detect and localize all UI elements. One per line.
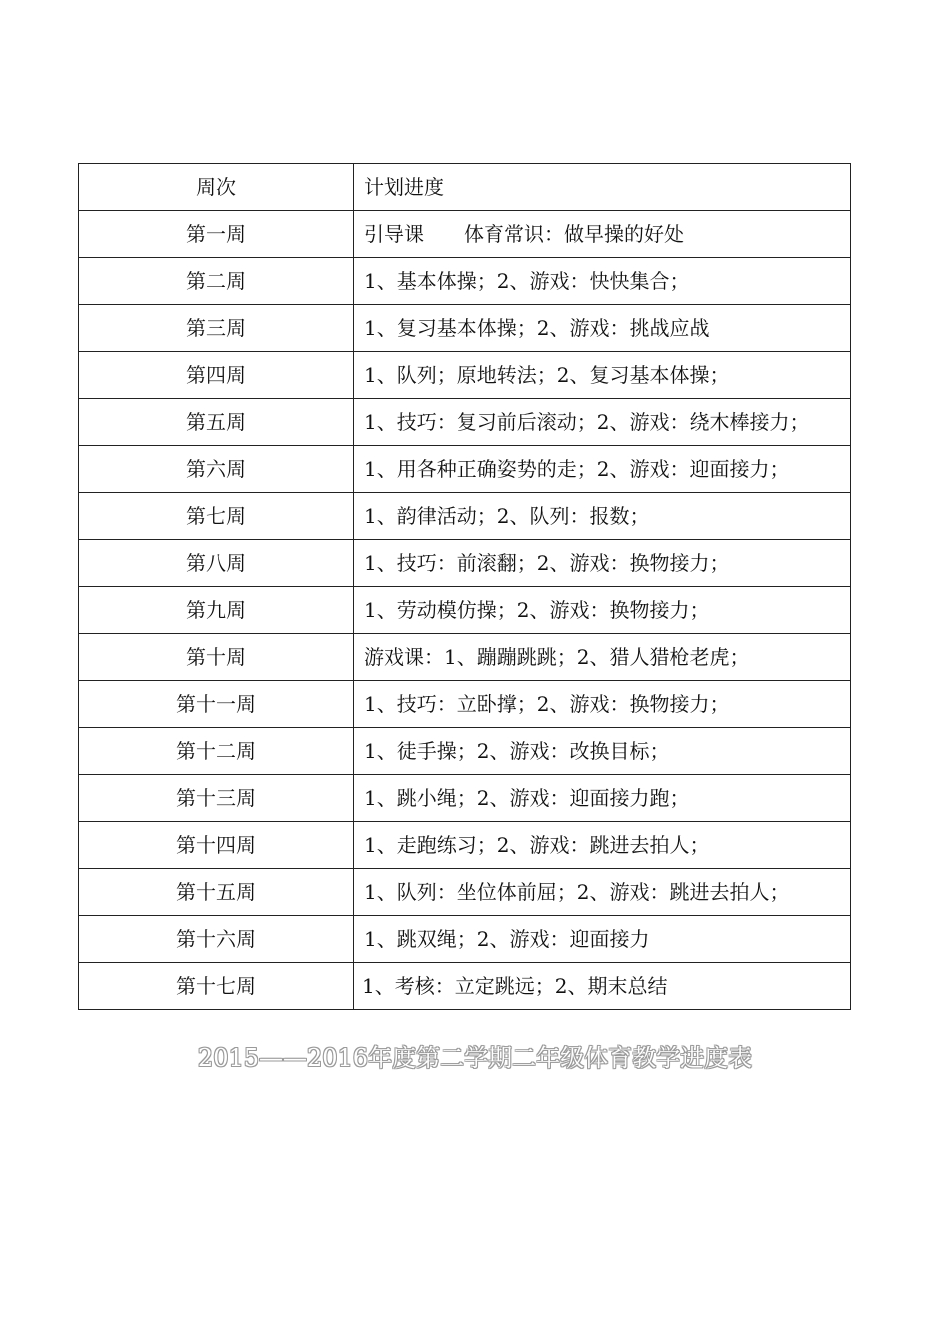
table-header-row — [79, 164, 851, 211]
plan-cell: 1、跳双绳；2、游戏：迎面接力 — [354, 916, 851, 963]
week-cell: 第二周 — [79, 258, 354, 305]
table-row — [79, 540, 851, 587]
table-row — [79, 446, 851, 493]
table-row — [79, 634, 851, 681]
document-caption: 2015——2016年度第二学期二年级体育教学进度表 — [197, 1044, 753, 1072]
week-cell: 第十周 — [79, 634, 354, 681]
week-cell: 第八周 — [79, 540, 354, 587]
table-row — [79, 916, 851, 963]
table-row — [79, 352, 851, 399]
table-row — [79, 305, 851, 352]
week-cell: 第九周 — [79, 587, 354, 634]
table-row — [79, 869, 851, 916]
week-cell: 第四周 — [79, 352, 354, 399]
plan-cell: 1、技巧：复习前后滚动；2、游戏：绕木棒接力； — [354, 399, 851, 446]
plan-cell: 1、复习基本体操；2、游戏：挑战应战 — [354, 305, 851, 352]
week-cell: 第五周 — [79, 399, 354, 446]
plan-cell: 1、队列；原地转法；2、复习基本体操； — [354, 352, 851, 399]
table-row — [79, 681, 851, 728]
plan-cell: 1、跳小绳；2、游戏：迎面接力跑； — [354, 775, 851, 822]
table-row — [79, 728, 851, 775]
week-cell: 第十五周 — [79, 869, 354, 916]
week-cell: 第三周 — [79, 305, 354, 352]
table-row — [79, 587, 851, 634]
week-cell: 第十四周 — [79, 822, 354, 869]
plan-cell: 1、基本体操；2、游戏：快快集合； — [354, 258, 851, 305]
week-cell: 第十二周 — [79, 728, 354, 775]
week-cell: 第十六周 — [79, 916, 354, 963]
week-cell: 第一周 — [79, 211, 354, 258]
plan-cell: 1、用各种正确姿势的走；2、游戏：迎面接力； — [354, 446, 851, 493]
table-row — [79, 211, 851, 258]
week-cell: 第十三周 — [79, 775, 354, 822]
table-row — [79, 963, 851, 1010]
schedule-table — [78, 163, 851, 1010]
plan-cell: 游戏课：1、蹦蹦跳跳；2、猎人猎枪老虎； — [354, 634, 851, 681]
table-row — [79, 258, 851, 305]
table-row — [79, 822, 851, 869]
week-cell: 第七周 — [79, 493, 354, 540]
header-week: 周次 — [79, 164, 354, 211]
week-cell: 第六周 — [79, 446, 354, 493]
plan-cell: 1、徒手操；2、游戏：改换目标； — [354, 728, 851, 775]
table-row — [79, 493, 851, 540]
schedule-table-body — [79, 164, 851, 1010]
plan-cell: 1、韵律活动；2、队列：报数； — [354, 493, 851, 540]
week-cell: 第十一周 — [79, 681, 354, 728]
plan-cell: 1、走跑练习；2、游戏：跳进去拍人； — [354, 822, 851, 869]
plan-cell: 引导课 体育常识：做早操的好处 — [354, 211, 851, 258]
header-plan: 计划进度 — [354, 164, 851, 211]
table-row — [79, 775, 851, 822]
plan-cell: 1、技巧：前滚翻；2、游戏：换物接力； — [354, 540, 851, 587]
plan-cell: 1、技巧：立卧撑；2、游戏：换物接力； — [354, 681, 851, 728]
plan-cell: 1、队列：坐位体前屈；2、游戏：跳进去拍人； — [354, 869, 851, 916]
plan-cell: 1、考核：立定跳远；2、期末总结 — [354, 963, 851, 1010]
table-row — [79, 399, 851, 446]
week-cell: 第十七周 — [79, 963, 354, 1010]
plan-cell: 1、劳动模仿操；2、游戏：换物接力； — [354, 587, 851, 634]
